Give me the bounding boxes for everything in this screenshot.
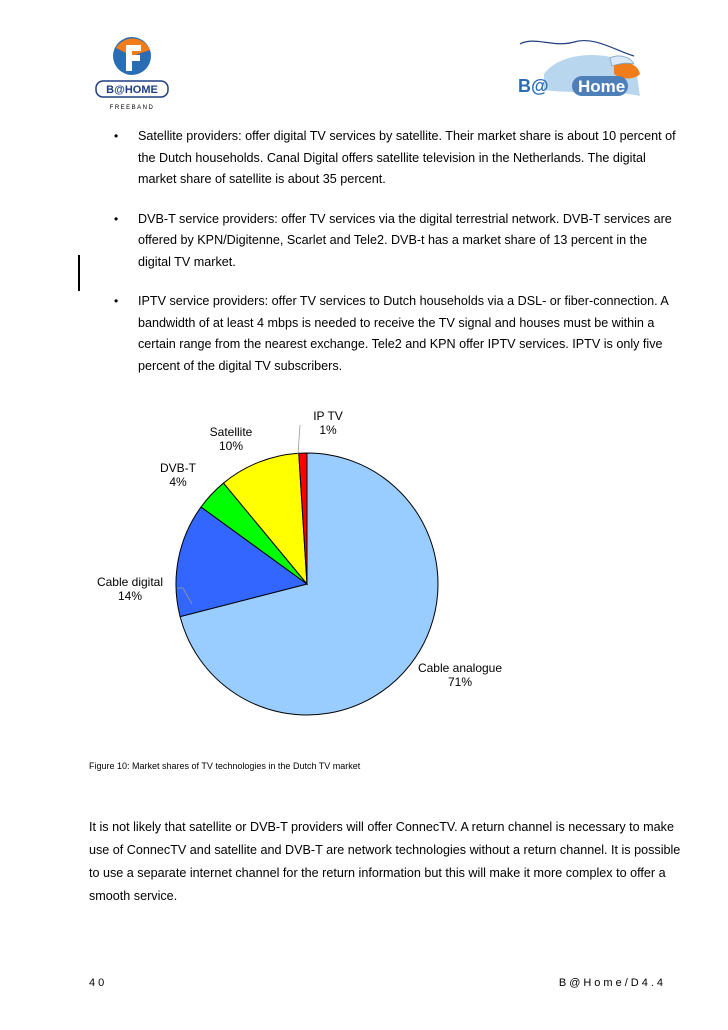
slice-value-cable-analogue: 71% (447, 675, 473, 689)
slice-label-ip-tv: IP TV (313, 409, 343, 423)
body-paragraph: It is not likely that satellite or DVB-T providers will offer ConnecTV. A return channel is necessary to make use of ConnecTV and satellite and DVB-T are network technologies without a return channel. It is possible to use a separate internet channel for the return information but this will make it more complex to offer a smooth service. (89, 820, 681, 903)
bullet-text: Satellite providers: offer digital TV services by satellite. Their market share is about 10 percent of the Dutch households. Canal Digital offers satellite television in the Netherlands. The digital market share of satellite is about 35 percent. (138, 129, 676, 186)
freeband-logo-text: B@HOME (106, 84, 158, 96)
slice-value-satellite: 10% (218, 439, 244, 453)
bullet-marker: • (114, 129, 119, 143)
slice-value-ip-tv: 1% (319, 423, 337, 437)
bullet-list (92, 126, 682, 395)
bhome-logo-prefix: B@ (518, 76, 549, 96)
page-number: 40 (89, 977, 108, 989)
slice-label-dvb-t: DVB-T (160, 461, 196, 475)
bullet-item-iptv (92, 291, 682, 377)
slice-label-satellite: Satellite (209, 425, 253, 439)
market-share-pie-chart (88, 402, 508, 732)
slice-value-cable-digital: 14% (117, 589, 143, 603)
bhome-logo-highlight: Home (578, 77, 626, 96)
revision-change-bar (78, 255, 80, 291)
document-reference: B@Home/D4.4 (558, 977, 666, 989)
slice-label-cable-analogue: Cable analogue (417, 661, 503, 675)
pie-chart-svg (88, 402, 508, 732)
bullet-item-satellite (92, 126, 682, 191)
bhome-logo (514, 34, 644, 106)
bullet-marker: • (114, 294, 119, 308)
figure-caption: Figure 10: Market shares of TV technologies in the Dutch TV market (89, 761, 361, 771)
leader-line-ip-tv (298, 425, 300, 454)
freeband-logo-subtext: FREEBAND (109, 105, 155, 111)
slice-label-cable-digital: Cable digital (96, 575, 164, 589)
bullet-text: DVB-T service providers: offer TV services via the digital terrestrial network. DVB-T services are offered by KPN/Digitenne, Scarlet and Tele2. DVB-t has a market share of 13 percent in the digital TV market. (138, 211, 672, 269)
freeband-f-icon (113, 37, 151, 75)
bullet-item-dvbt (92, 209, 682, 274)
slice-value-dvb-t: 4% (169, 475, 187, 489)
freeband-logo (92, 34, 172, 114)
bullet-text: IPTV service providers: offer TV services to Dutch households via a DSL- or fiber-connection. A bandwidth of at least 4 mbps is needed to receive the TV signal and houses must be within a certain range from the nearest exchange. Tele2 and KPN offer IPTV services. IPTV is only five percent of the digital TV subscribers. (138, 294, 669, 373)
bullet-marker: • (114, 211, 119, 226)
